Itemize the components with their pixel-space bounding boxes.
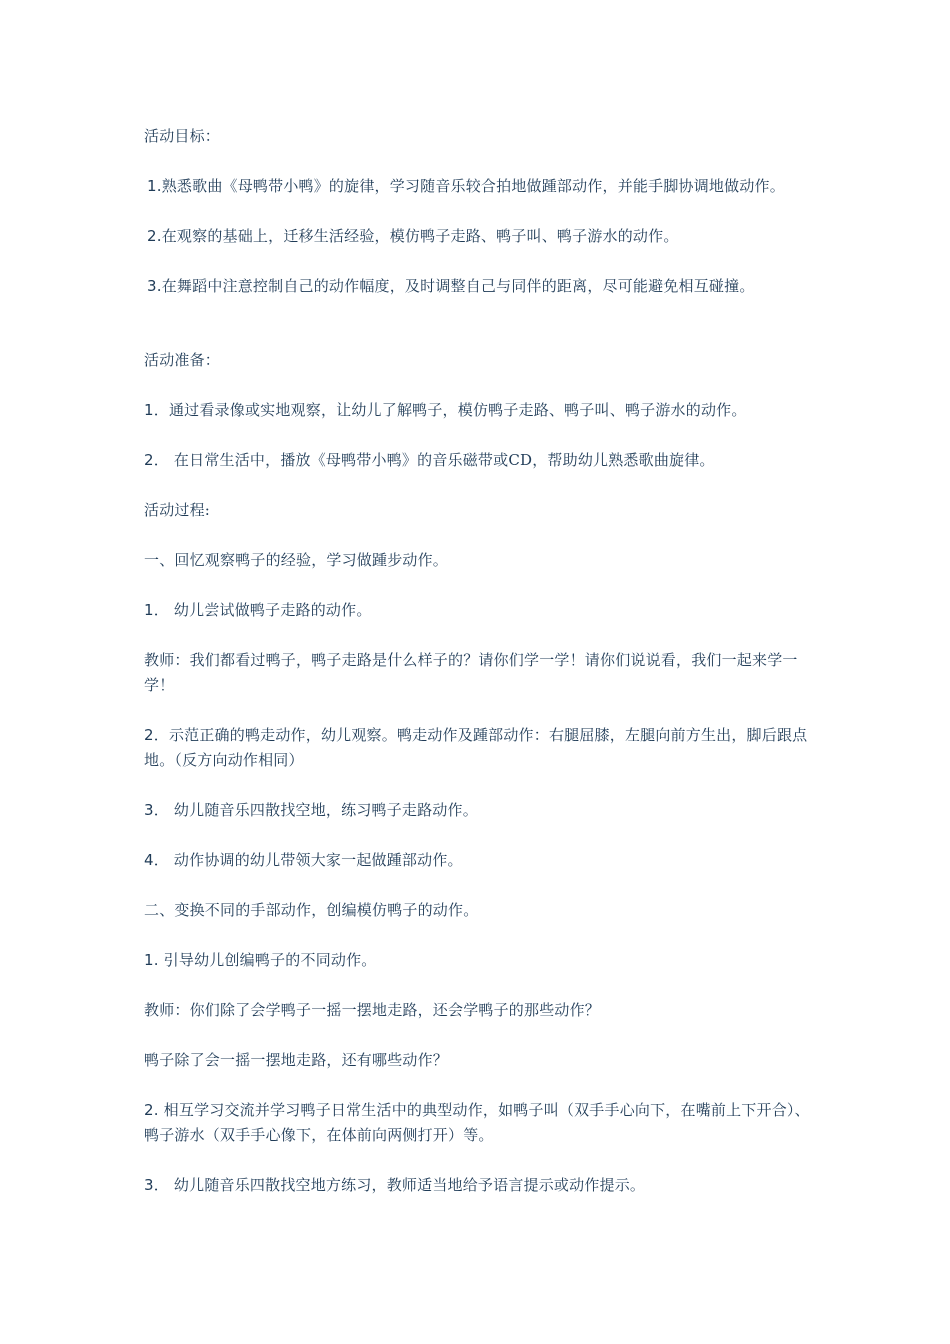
section-2-step-1-num: 1. [144,951,159,969]
goal-item-3 [144,274,810,299]
preparation-item-2 [144,448,810,473]
document-body [144,124,810,1198]
preparation-item-2-text: 在日常生活中，播放《母鸭带小鸭》的音乐磁带或CD，帮助幼儿熟悉歌曲旋律。 [168,451,715,469]
section-2-step-2-num: 2. [144,1101,159,1119]
section-2-step-1 [144,948,810,973]
section-2-teacher-line-1: 教师：你们除了会学鸭子一摇一摆地走路，还会学鸭子的那些动作？ [144,1001,601,1019]
preparation-item-1-num: 1． [144,401,169,419]
goal-item-1 [144,174,810,199]
section-1-teacher-line: 教师：我们都看过鸭子，鸭子走路是什么样子的？请你们学一学！请你们说说看，我们一起来学一学！ [144,651,798,694]
goal-item-3-text: .在舞蹈中注意控制自己的动作幅度，及时调整自己与同伴的距离，尽可能避免相互碰撞。 [156,277,755,295]
section-1-step-1 [144,598,810,623]
section-1-step-3-num: 3． [144,801,169,819]
section-2-step-1-text: 引导幼儿创编鸭子的不同动作。 [158,951,377,969]
goal-item-2-num: 2 [147,227,157,245]
section-1-step-2-num: 2． [144,726,169,744]
section-1-title: 一、回忆观察鸭子的经验，学习做踵步动作。 [144,551,449,569]
section-2-step-3-text: 幼儿随音乐四散找空地方练习，教师适当地给予语言提示或动作提示。 [168,1176,646,1194]
section-1-step-3-text: 幼儿随音乐四散找空地，练习鸭子走路动作。 [168,801,478,819]
section-1-step-1-num: 1． [144,601,169,619]
goals-heading: 活动目标： [144,127,221,145]
goal-item-1-text: .熟悉歌曲《母鸭带小鸭》的旋律，学习随音乐较合拍地做踵部动作，并能手脚协调地做动作。 [156,177,785,195]
goal-item-2 [144,224,810,249]
preparation-item-1-text: 通过看录像或实地观察，让幼儿了解鸭子，模仿鸭子走路、鸭子叫、鸭子游水的动作。 [168,401,747,419]
section-1-step-4-num: 4． [144,851,169,869]
preparation-item-2-num: 2． [144,451,169,469]
preparation-heading: 活动准备： [144,351,221,369]
section-1-step-1-text: 幼儿尝试做鸭子走路的动作。 [168,601,372,619]
process-heading: 活动过程: [144,501,211,519]
section-2-step-2 [144,1098,810,1148]
section-1-step-4 [144,848,810,873]
section-2-step-3-num: 3． [144,1176,169,1194]
goal-item-1-num: 1 [147,177,157,195]
preparation-item-1 [144,398,810,423]
section-1-step-4-text: 动作协调的幼儿带领大家一起做踵部动作。 [168,851,463,869]
section-2-teacher-line-2: 鸭子除了会一摇一摆地走路，还有哪些动作？ [144,1051,449,1069]
goal-item-3-num: 3 [147,277,157,295]
section-2-title: 二、变换不同的手部动作，创编模仿鸭子的动作。 [144,901,479,919]
section-1-step-2-text: 示范正确的鸭走动作，幼儿观察。鸭走动作及踵部动作：右腿屈膝，左腿向前方生出，脚后跟点地。（反方向动作相同） [144,726,808,769]
section-2-step-3 [144,1173,810,1198]
section-2-step-2-text: 相互学习交流并学习鸭子日常生活中的典型动作，如鸭子叫（双手手心向下，在嘴前上下开合）、鸭子游水（双手手心像下，在体前向两侧打开）等。 [144,1101,810,1144]
goal-item-2-text: .在观察的基础上，迁移生活经验，模仿鸭子走路、鸭子叫、鸭子游水的动作。 [156,227,679,245]
section-1-step-3 [144,798,810,823]
section-1-step-2 [144,723,810,773]
